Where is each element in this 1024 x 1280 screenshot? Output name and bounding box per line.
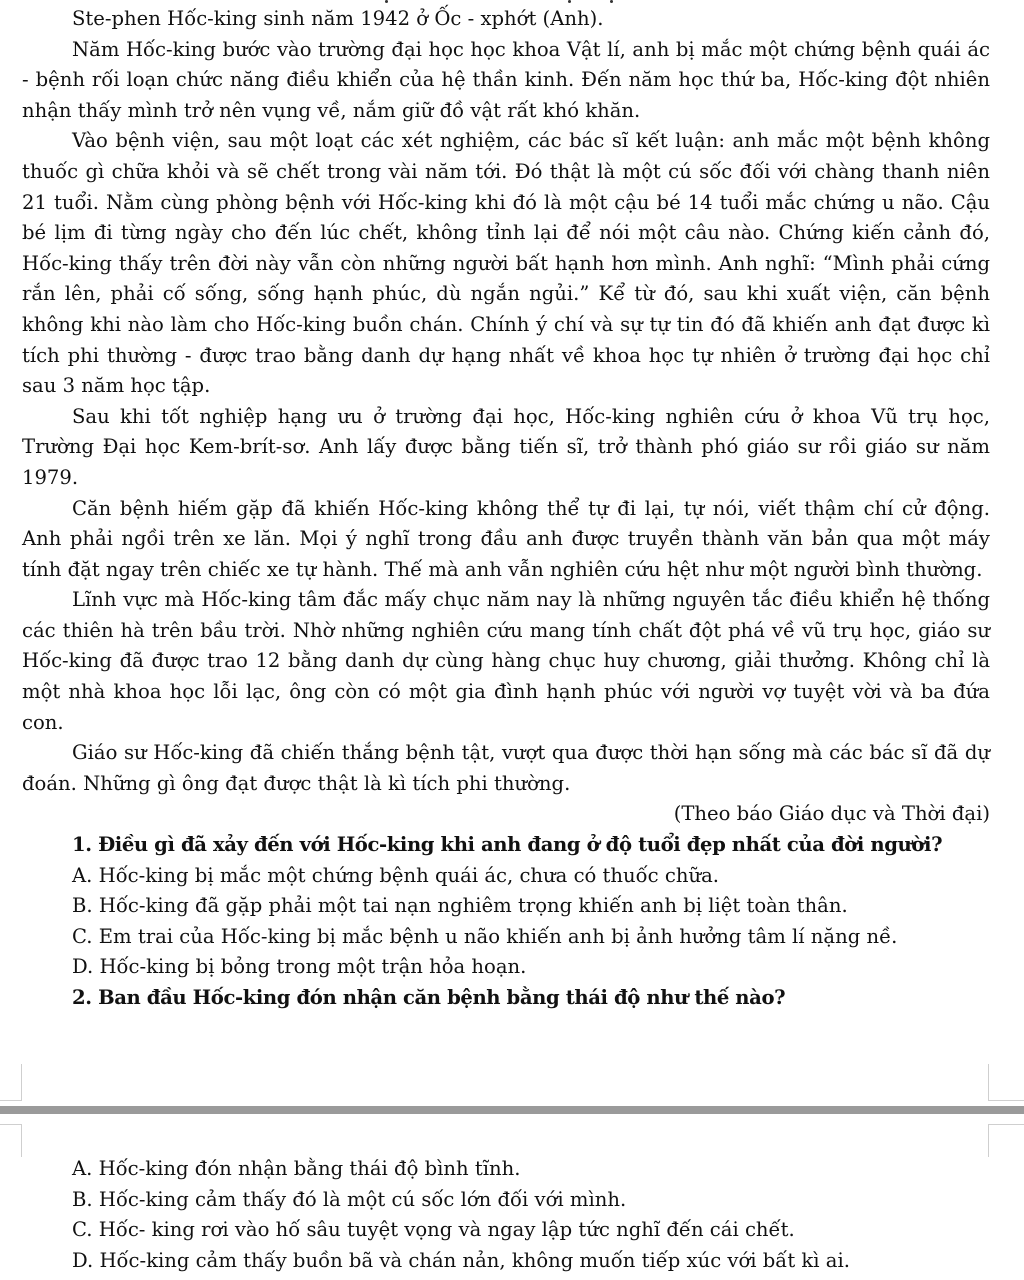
page-corner: [0, 1064, 22, 1101]
question-2-option-a: A. Hốc-king đón nhận bằng thái độ bình tĩnh.: [72, 1157, 521, 1180]
passage-paragraph: Ste-phen Hốc-king sinh năm 1942 ở Ốc - xphớt (Anh).: [72, 7, 604, 30]
top-mark-dot: [568, 0, 571, 3]
question-2-option-d: D. Hốc-king cảm thấy buồn bã và chán nản, không muốn tiếp xúc với bất kì ai.: [72, 1248, 850, 1272]
passage-paragraph: Lĩnh vực mà Hốc-king tâm đắc mấy chục năm nay là những nguyên tắc điều khiển hệ thống các thiên hà trên bầu trời. Nhờ những nghiên cứu mang tính chất đột phá về vũ trụ học, giáo sư Hốc-king đã được trao 12 bằng danh dự cùng hàng chục huy chương, giải thưởng. Không chỉ là một nhà khoa học lỗi lạc, ông còn có một gia đình hạnh phúc với người vợ tuyệt vời và ba đứa con.: [22, 588, 990, 734]
page-break: [0, 1058, 1024, 1158]
question-1: 1. Điều gì đã xảy đến với Hốc-king khi anh đang ở độ tuổi đẹp nhất của đời người?: [72, 833, 943, 857]
question-2: 2. Ban đầu Hốc-king đón nhận căn bệnh bằng thái độ như thế nào?: [72, 986, 786, 1009]
question-2-option-b: B. Hốc-king cảm thấy đó là một cú sốc lớn đối với mình.: [72, 1187, 627, 1211]
question-2-option-c: C. Hốc- king rơi vào hố sâu tuyệt vọng và ngay lập tức nghĩ đến cái chết.: [72, 1218, 795, 1242]
top-mark-dot: [385, 0, 388, 3]
page-separator: [0, 1106, 1024, 1114]
top-mark-dot: [610, 0, 613, 3]
page-corner: [988, 1064, 1024, 1101]
document-page-1: [22, 4, 990, 1014]
passage-paragraph: Sau khi tốt nghiệp hạng ưu ở trường đại học, Hốc-king nghiên cứu ở khoa Vũ trụ học, Trường Đại học Kem-brít-sơ. Anh lấy được bằng tiến sĩ, trở thành phó giáo sư rồi giáo sư năm 1979.: [22, 404, 990, 489]
question-1-option-d: D. Hốc-king bị bỏng trong một trận hỏa hoạn.: [72, 955, 527, 979]
source-citation: (Theo báo Giáo dục và Thời đại): [673, 802, 990, 826]
page-corner: [0, 1124, 22, 1157]
passage-paragraph: Vào bệnh viện, sau một loạt các xét nghiệm, các bác sĩ kết luận: anh mắc một bệnh không thuốc gì chữa khỏi và sẽ chết trong vài năm tới. Đó thật là một cú sốc đối với chàng thanh niên 21 tuổi. Nằm cùng phòng bệnh với Hốc-king khi đó là một cậu bé 14 tuổi mắc chứng u não. Cậu bé lịm đi từng ngày cho đến lúc chết, không tỉnh lại để nói một câu nào. Chứng kiến cảnh đó, Hốc-king thấy trên đời này vẫn còn những người bất hạnh hơn mình. Anh nghĩ: “Mình phải cứng rắn lên, phải cố sống, sống hạnh phúc, dù ngắn ngủi.” Kể từ đó, sau khi xuất viện, căn bệnh không khi nào làm cho Hốc-king buồn chán. Chính ý chí và sự tự tin đó đã khiến anh đạt được kì tích phi thường - được trao bằng danh dự hạng nhất về khoa học tự nhiên ở trường đại học chỉ sau 3 năm học tập.: [22, 129, 990, 398]
question-1-option-a: A. Hốc-king bị mắc một chứng bệnh quái ác, chưa có thuốc chữa.: [72, 863, 719, 887]
document-page-2: [22, 1154, 990, 1276]
question-1-option-b: B. Hốc-king đã gặp phải một tai nạn nghiêm trọng khiến anh bị liệt toàn thân.: [72, 894, 848, 918]
passage-paragraph: Căn bệnh hiếm gặp đã khiến Hốc-king không thể tự đi lại, tự nói, viết thậm chí cử động. Anh phải ngồi trên xe lăn. Mọi ý nghĩ trong đầu anh được truyền thành văn bản qua một máy tính đặt ngay trên chiếc xe tự hành. Thế mà anh vẫn nghiên cứu hệt như một người bình thường.: [22, 496, 990, 581]
passage-paragraph: Giáo sư Hốc-king đã chiến thắng bệnh tật, vượt qua được thời hạn sống mà các bác sĩ đã dự đoán. Những gì ông đạt được thật là kì tích phi thường.: [22, 741, 990, 795]
page-corner: [988, 1124, 1024, 1157]
passage-paragraph: Năm Hốc-king bước vào trường đại học học khoa Vật lí, anh bị mắc một chứng bệnh quái ác - bệnh rối loạn chức năng điều khiển của hệ thần kinh. Đến năm học thứ ba, Hốc-king đột nhiên nhận thấy mình trở nên vụng về, nắm giữ đồ vật rất khó khăn.: [22, 37, 990, 122]
question-1-option-c: C. Em trai của Hốc-king bị mắc bệnh u não khiến anh bị ảnh hưởng tâm lí nặng nề.: [72, 924, 898, 948]
